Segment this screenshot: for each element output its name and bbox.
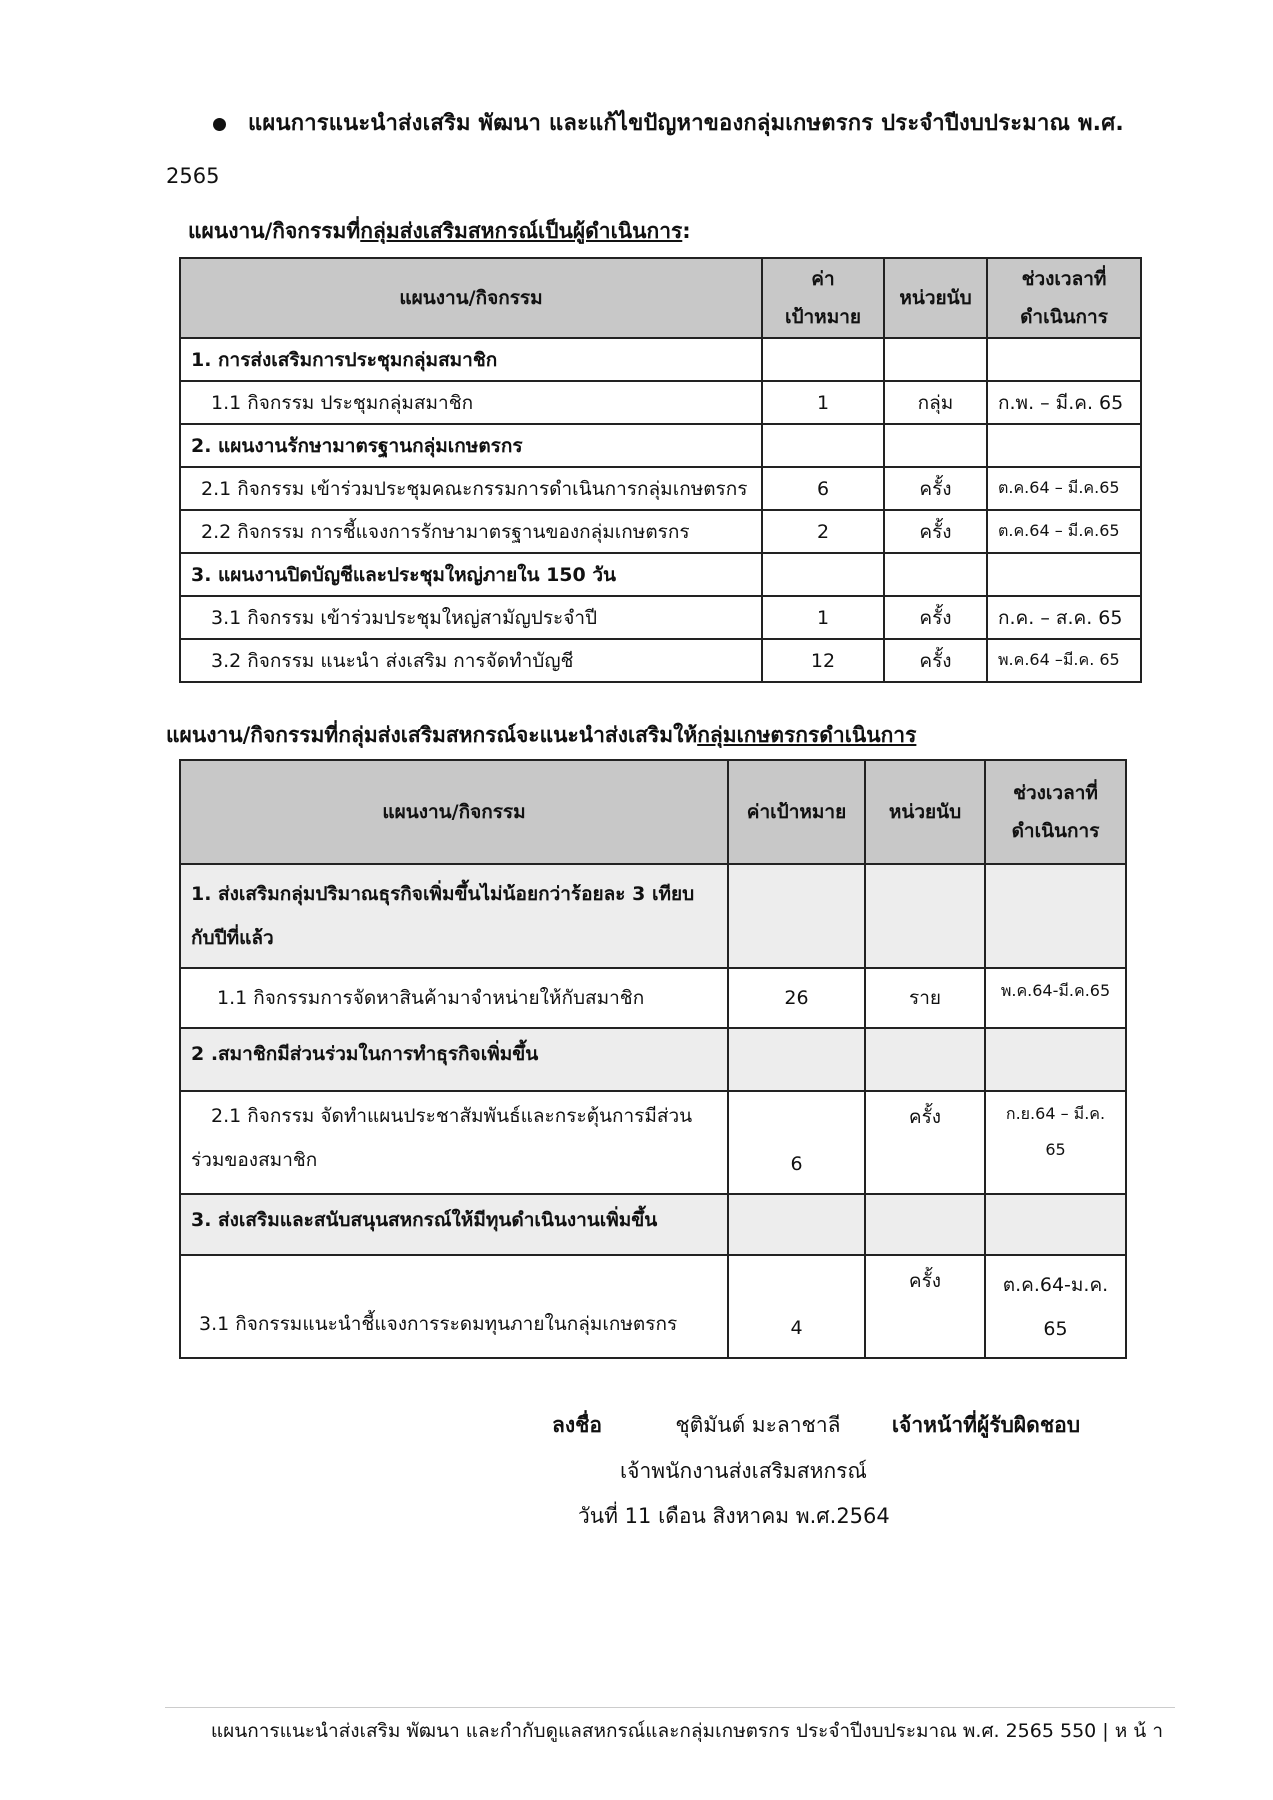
row-period: [985, 1028, 1126, 1091]
table-row: [180, 510, 1141, 553]
table-header-row: [180, 760, 1126, 864]
signature-line: [552, 1409, 1080, 1442]
page-footer: แผนการแนะนำส่งเสริม พัฒนา และกำกับดูแลสหกรณ์และกลุ่มเกษตรกร ประจำปีงบประมาณ พ.ศ. 2565 550 | ห น้ า: [210, 1720, 1163, 1742]
table-header-row: [180, 258, 1141, 338]
header-target: ค่าเป้าหมาย: [728, 760, 865, 864]
row-target: 4: [728, 1255, 865, 1358]
header-period-line1: ช่วงเวลาที่: [1021, 268, 1107, 290]
section2-title-prefix: แผนงาน/กิจกรรมที่กลุ่มส่งเสริมสหกรณ์จะแนะนำส่งเสริมให้: [166, 723, 698, 747]
row-period: [987, 424, 1141, 467]
row-unit: ครั้ง: [884, 467, 987, 510]
section1-title: [188, 215, 691, 248]
row-period: พ.ค.64 –มี.ค. 65: [987, 639, 1141, 682]
row-unit: [865, 864, 985, 968]
section1-title-suffix: :: [682, 219, 691, 243]
section1-title-underlined: กลุ่มส่งเสริมสหกรณ์เป็นผู้ดำเนินการ: [360, 219, 683, 243]
row-period: [985, 1194, 1126, 1255]
row-activity: 2. แผนงานรักษามาตรฐานกลุ่มเกษตรกร: [180, 424, 762, 467]
row-unit: ครั้ง: [884, 596, 987, 639]
row-period: ต.ค.64 – มี.ค.65: [987, 467, 1141, 510]
row-target: [762, 553, 884, 596]
table-row: [180, 338, 1141, 381]
row-period: ก.ค. – ส.ค. 65: [987, 596, 1141, 639]
table-row: [180, 553, 1141, 596]
signer-name: ชุติมันต์ มะลาชาลี: [675, 1413, 841, 1437]
row-target: [762, 338, 884, 381]
row-unit: [865, 1194, 985, 1255]
section2-title: [166, 719, 916, 752]
row-activity: 3.1 กิจกรรมแนะนำชี้แจงการระดมทุนภายในกลุ่มเกษตรกร: [180, 1255, 728, 1358]
document-heading: แผนการแนะนำส่งเสริม พัฒนา และแก้ไขปัญหาของกลุ่มเกษตรกร ประจำปีงบประมาณ พ.ศ.: [248, 111, 1124, 136]
header-target: [762, 258, 884, 338]
row-activity: 2 .สมาชิกมีส่วนร่วมในการทำธุรกิจเพิ่มขึ้น: [180, 1028, 728, 1091]
row-activity: 1. การส่งเสริมการประชุมกลุ่มสมาชิก: [180, 338, 762, 381]
section1-title-prefix: แผนงาน/กิจกรรมที่: [188, 219, 361, 243]
header-period-line1: ช่วงเวลาที่: [1013, 782, 1098, 804]
row-activity: 1. ส่งเสริมกลุ่มปริมาณธุรกิจเพิ่มขึ้นไม่น้อยกว่าร้อยละ 3 เทียบกับปีที่แล้ว: [180, 864, 728, 968]
document-heading-year: 2565: [166, 164, 220, 188]
footer-divider: [165, 1707, 1175, 1708]
signer-role: เจ้าหน้าที่ผู้รับผิดชอบ: [891, 1413, 1081, 1437]
row-target: 6: [728, 1091, 865, 1194]
row-period: [985, 864, 1126, 968]
row-period: ต.ค.64 – มี.ค.65: [987, 510, 1141, 553]
row-unit: ครั้ง: [865, 1255, 985, 1358]
row-unit: ราย: [865, 968, 985, 1028]
row-activity: 2.2 กิจกรรม การชี้แจงการรักษามาตรฐานของกลุ่มเกษตรกร: [180, 510, 762, 553]
table-row: [180, 639, 1141, 682]
row-target: 2: [762, 510, 884, 553]
row-target: 12: [762, 639, 884, 682]
row-unit: ครั้ง: [884, 510, 987, 553]
row-unit: ครั้ง: [884, 639, 987, 682]
row-unit: [884, 338, 987, 381]
row-period: ก.ย.64 – มี.ค. 65: [985, 1091, 1126, 1194]
table-row: [180, 968, 1126, 1028]
header-target-line2: เป้าหมาย: [784, 306, 862, 328]
header-period-line2: ดำเนินการ: [1011, 820, 1100, 842]
row-target: 26: [728, 968, 865, 1028]
row-target: 1: [762, 596, 884, 639]
row-target: 1: [762, 381, 884, 424]
row-period: ก.พ. – มี.ค. 65: [987, 381, 1141, 424]
bullet-icon: [213, 118, 226, 131]
row-period: พ.ค.64-มี.ค.65: [985, 968, 1126, 1028]
header-period: [987, 258, 1141, 338]
row-target: 6: [762, 467, 884, 510]
header-unit: หน่วยนับ: [884, 258, 987, 338]
table-row: [180, 1194, 1126, 1255]
table-row: [180, 467, 1141, 510]
row-activity: 3.2 กิจกรรม แนะนำ ส่งเสริม การจัดทำบัญชี: [180, 639, 762, 682]
row-target: [762, 424, 884, 467]
header-period-line2: ดำเนินการ: [1020, 306, 1108, 328]
table-row: [180, 1028, 1126, 1091]
row-activity: 1.1 กิจกรรมการจัดหาสินค้ามาจำหน่ายให้กับสมาชิก: [180, 968, 728, 1028]
sign-label: ลงชื่อ: [552, 1413, 602, 1437]
row-period: [987, 338, 1141, 381]
table-row: [180, 864, 1126, 968]
signature-date: วันที่ 11 เดือน สิงหาคม พ.ศ.2564: [578, 1504, 890, 1528]
header-activity: แผนงาน/กิจกรรม: [180, 760, 728, 864]
row-unit: ครั้ง: [865, 1091, 985, 1194]
row-unit: [884, 553, 987, 596]
section2-title-underlined: กลุ่มเกษตรกรดำเนินการ: [697, 723, 917, 747]
table-row: [180, 596, 1141, 639]
table-row: [180, 1255, 1126, 1358]
table-row: [180, 424, 1141, 467]
section1-table: [179, 257, 1142, 683]
row-activity: 2.1 กิจกรรม จัดทำแผนประชาสัมพันธ์และกระตุ้นการมีส่วนร่วมของสมาชิก: [180, 1091, 728, 1194]
row-unit: [865, 1028, 985, 1091]
row-activity: 3. แผนงานปิดบัญชีและประชุมใหญ่ภายใน 150 วัน: [180, 553, 762, 596]
row-target: [728, 1194, 865, 1255]
row-target: [728, 864, 865, 968]
row-period: [987, 553, 1141, 596]
row-activity: 3.1 กิจกรรม เข้าร่วมประชุมใหญ่สามัญประจำปี: [180, 596, 762, 639]
header-period: [985, 760, 1126, 864]
row-unit: [884, 424, 987, 467]
table-row: [180, 1091, 1126, 1194]
section2-table: [179, 759, 1127, 1359]
row-activity: 2.1 กิจกรรม เข้าร่วมประชุมคณะกรรมการดำเนินการกลุ่มเกษตรกร: [180, 467, 762, 510]
table-row: [180, 381, 1141, 424]
row-period: ต.ค.64-ม.ค. 65: [985, 1255, 1126, 1358]
row-unit: กลุ่ม: [884, 381, 987, 424]
row-activity: 1.1 กิจกรรม ประชุมกลุ่มสมาชิก: [180, 381, 762, 424]
row-activity: 3. ส่งเสริมและสนับสนุนสหกรณ์ให้มีทุนดำเนินงานเพิ่มขึ้น: [180, 1194, 728, 1255]
row-target: [728, 1028, 865, 1091]
signer-position: เจ้าพนักงานส่งเสริมสหกรณ์: [620, 1459, 867, 1483]
header-activity: แผนงาน/กิจกรรม: [180, 258, 762, 338]
header-unit: หน่วยนับ: [865, 760, 985, 864]
header-target-line1: ค่า: [811, 268, 835, 290]
